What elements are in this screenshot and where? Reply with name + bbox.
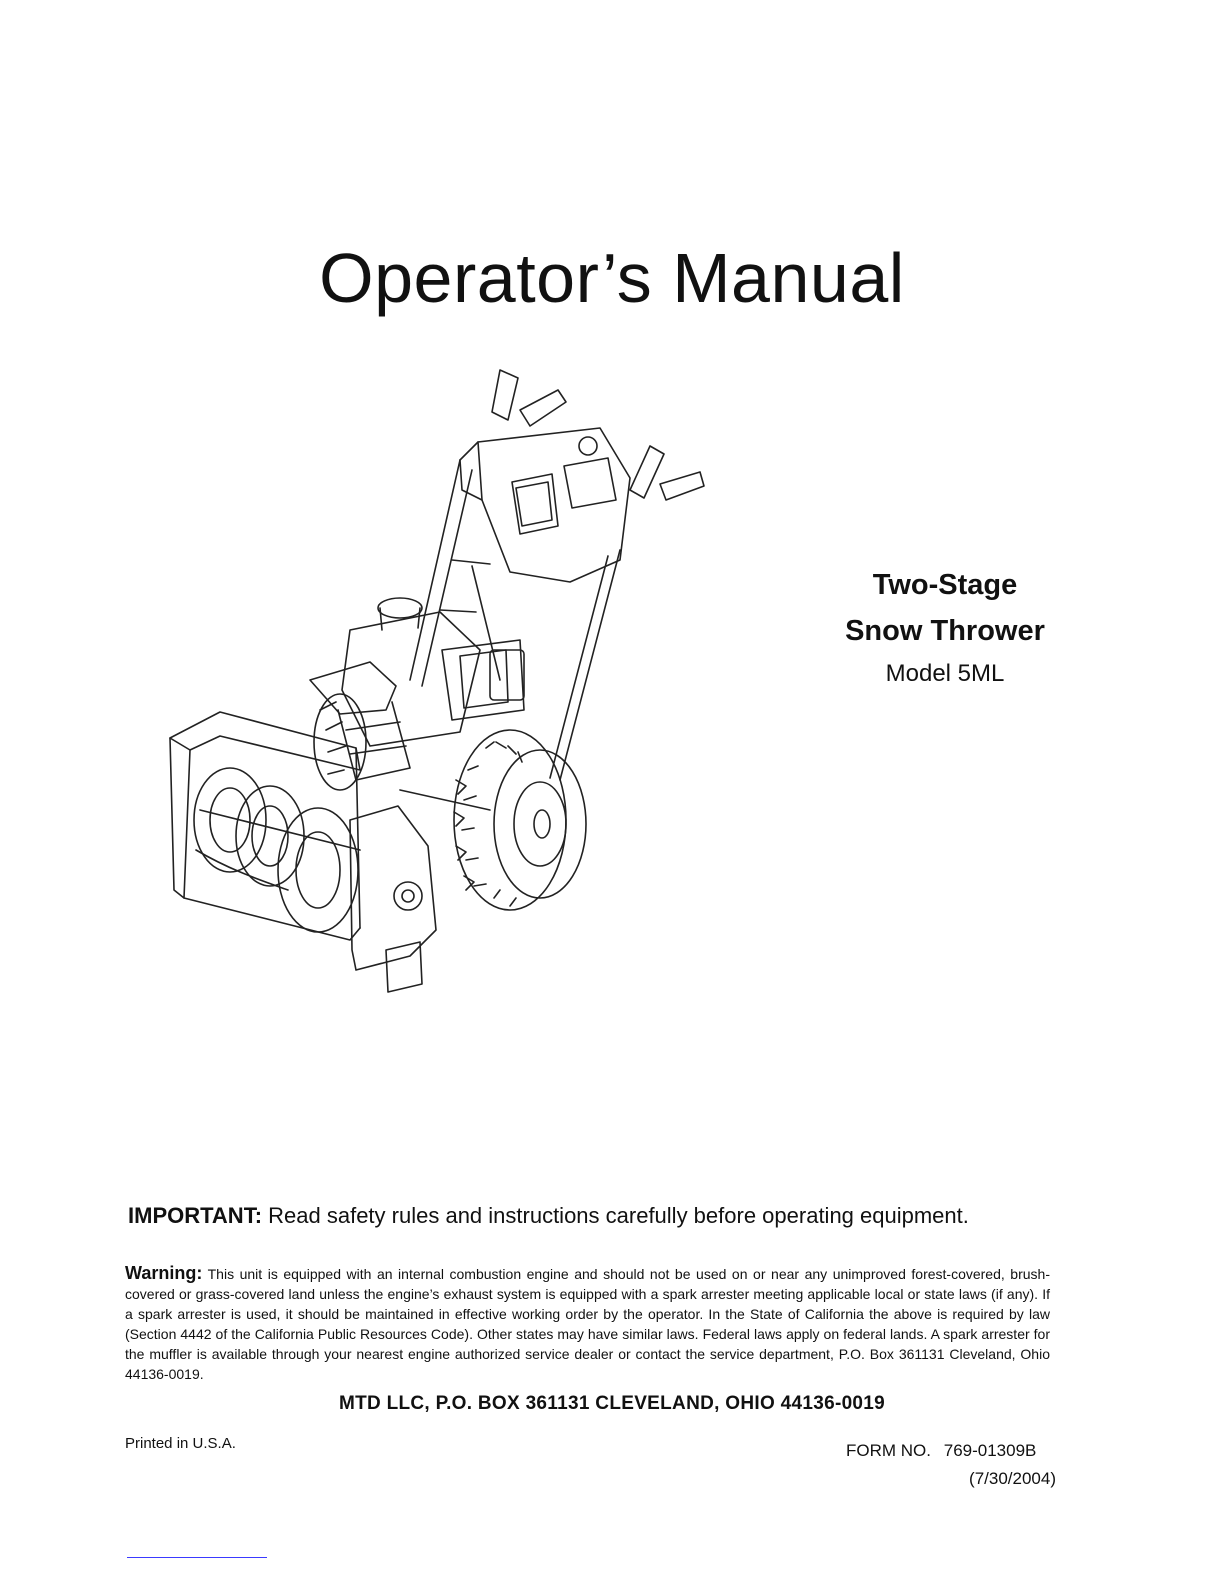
printed-in: Printed in U.S.A. xyxy=(125,1435,236,1452)
important-lead: IMPORTANT: xyxy=(128,1203,263,1228)
company-address: MTD LLC, P.O. BOX 361131 CLEVELAND, OHIO 44136-0019 xyxy=(338,1393,886,1414)
form-row xyxy=(846,1437,1056,1465)
important-notice xyxy=(128,1201,1128,1231)
form-number-block xyxy=(846,1437,1056,1493)
bottom-rule xyxy=(127,1557,267,1558)
manual-title: Operator’s Manual xyxy=(319,239,905,317)
important-text: Read safety rules and instructions carefully before operating equipment. xyxy=(262,1203,969,1228)
form-number: 769-01309B xyxy=(943,1441,1037,1460)
product-type-line1: Two-Stage xyxy=(872,569,1018,601)
snow-thrower-illustration xyxy=(160,350,720,1010)
product-info xyxy=(780,562,1110,694)
product-type-line2: Snow Thrower xyxy=(845,615,1045,647)
form-date: (7/30/2004) xyxy=(969,1469,1056,1488)
form-label: FORM NO. xyxy=(846,1441,931,1460)
product-model: Model 5ML xyxy=(885,660,1005,687)
warning-lead: Warning: xyxy=(125,1263,203,1283)
warning-text: This unit is equipped with an internal combustion engine and should not be used on or near any unimproved forest-covered, brush-covered or grass-covered land unless the engine’s exhaust system is equipped with a spark arrester meeting applicable local or state laws (if any). If a spark arrester is used, it should be maintained in effective working order by the operator. In the State of California the above is required by law (Section 4442 of the California Public Resources Code). Other states may have similar laws. Federal laws apply on federal lands. A spark arrester for the muffler is available through your nearest engine authorized service dealer or contact the service department, P.O. Box 361131 Cleveland, Ohio 44136-0019. xyxy=(125,1266,1050,1382)
warning-notice xyxy=(125,1263,1050,1384)
